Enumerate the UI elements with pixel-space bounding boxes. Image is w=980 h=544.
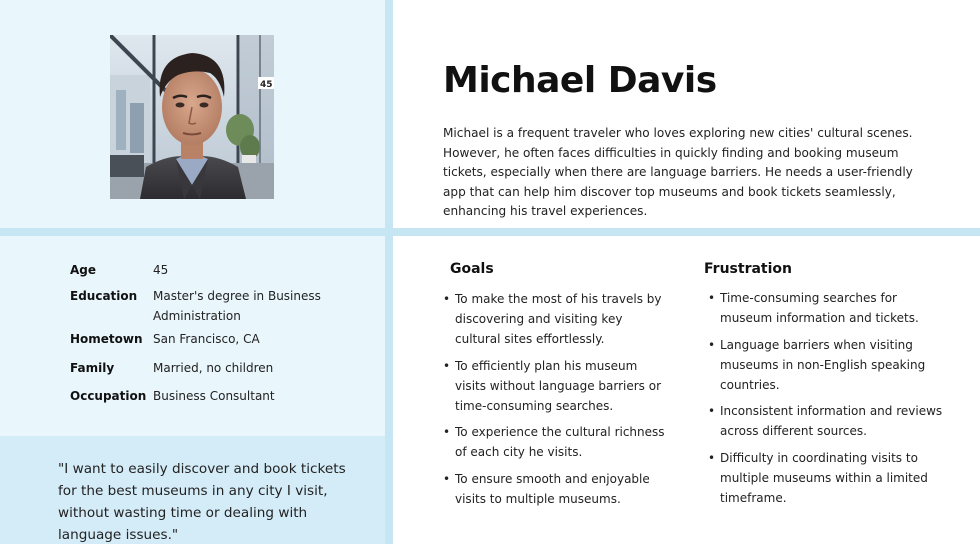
- goals-list: [443, 289, 668, 515]
- goals-title: Goals: [450, 261, 494, 277]
- frustration-text: Inconsistent information and reviews across different sources.: [720, 404, 943, 438]
- detail-row-hometown: [70, 330, 323, 350]
- goal-text: To experience the cultural richness of each city he visits.: [455, 425, 665, 459]
- detail-row-occupation: [70, 387, 323, 407]
- persona-bio: Michael is a frequent traveler who loves exploring new cities' cultural scenes. However, he often faces difficulties in quickly finding and booking museum tickets, especially when there are language barriers. He needs a user-friendly app that can help him discover top museums and book tickets seamlessly, enhancing his travel experiences.: [443, 126, 913, 218]
- frustration-text: Time-consuming searches for museum information and tickets.: [720, 291, 919, 325]
- goal-text: To ensure smooth and enjoyable visits to multiple museums.: [455, 471, 650, 506]
- list-item: • To make the most of his travels by discovering and visiting key cultural sites effortlessly.: [443, 292, 662, 346]
- detail-value: Married, no children: [153, 361, 274, 375]
- detail-label: Family: [70, 361, 115, 375]
- detail-value: Business Consultant: [153, 389, 275, 403]
- detail-label: Age: [70, 263, 97, 277]
- goal-text: To make the most of his travels by discovering and visiting key cultural sites effortlessly.: [455, 292, 662, 346]
- detail-row-education: [70, 287, 323, 326]
- goal-text: To efficiently plan his museum visits without language barriers or time-consuming searches.: [455, 358, 662, 413]
- list-item: • Inconsistent information and reviews across different sources.: [708, 404, 943, 438]
- list-item: • To experience the cultural richness of each city he visits.: [443, 425, 665, 459]
- list-item: • To ensure smooth and enjoyable visits to multiple museums.: [443, 471, 650, 506]
- horizontal-divider: [0, 228, 980, 236]
- frustration-text: Difficulty in coordinating visits to multiple museums within a limited timeframe.: [720, 450, 928, 505]
- persona-quote: "I want to easily discover and book tickets for the best museums in any city I visit, without wasting time or dealing with language issues.": [58, 461, 346, 543]
- detail-value: 45: [153, 263, 169, 277]
- persona-name: Michael Davis: [443, 60, 717, 101]
- list-item: • To efficiently plan his museum visits without language barriers or time-consuming searches.: [443, 358, 662, 413]
- detail-label: Hometown: [70, 332, 143, 346]
- list-item: • Time-consuming searches for museum information and tickets.: [708, 291, 919, 325]
- frustration-title: Frustration: [704, 261, 792, 277]
- detail-value: San Francisco, CA: [153, 332, 260, 346]
- frustration-text: Language barriers when visiting museums in non-English speaking countries.: [720, 337, 926, 392]
- svg-text:45: 45: [260, 80, 273, 90]
- detail-value: Master's degree in Business Administration: [153, 289, 321, 323]
- detail-label: Education: [70, 289, 138, 303]
- list-item: • Language barriers when visiting museums in non-English speaking countries.: [708, 337, 926, 392]
- frustration-list: [708, 288, 943, 514]
- detail-row-age: [70, 261, 323, 281]
- list-item: • Difficulty in coordinating visits to multiple museums within a limited timeframe.: [708, 450, 928, 505]
- detail-row-family: [70, 359, 323, 379]
- persona-photo: [110, 35, 274, 199]
- detail-label: Occupation: [70, 389, 147, 403]
- vertical-divider: [385, 0, 393, 544]
